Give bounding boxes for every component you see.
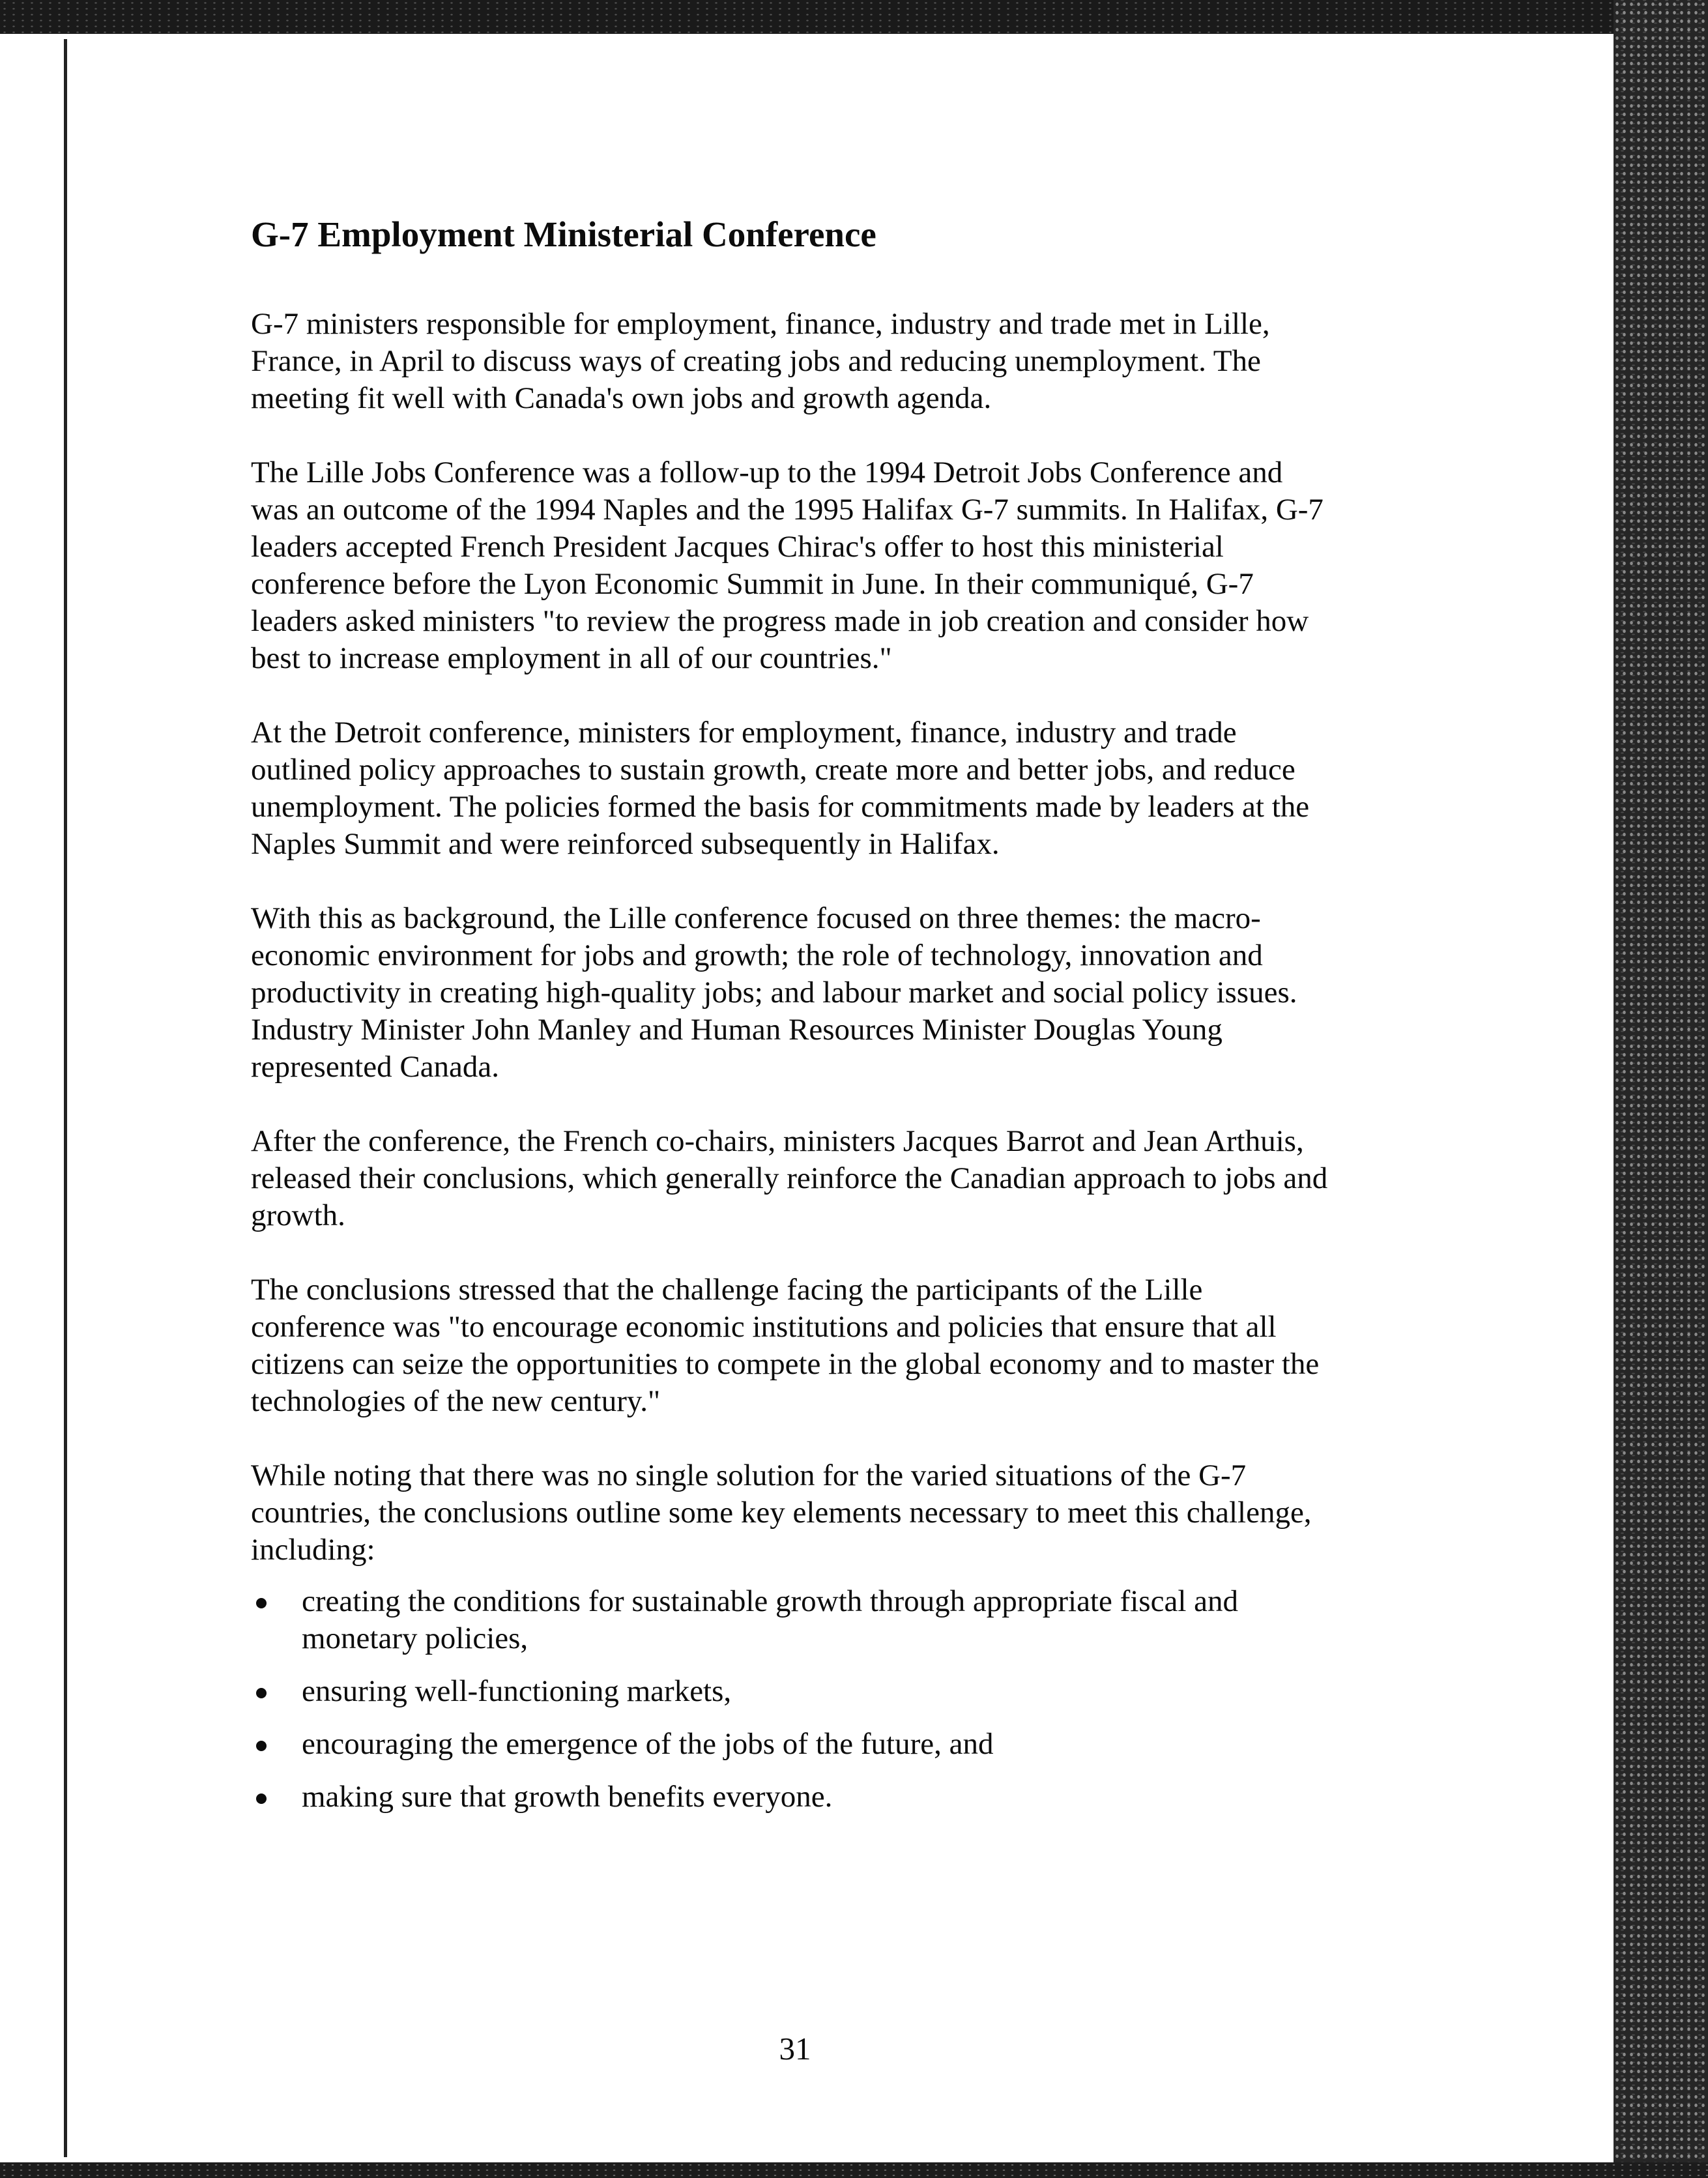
bullet-icon xyxy=(256,1793,267,1804)
list-item xyxy=(251,1583,1333,1657)
paragraph: At the Detroit conference, ministers for employment, finance, industry and trade outlined policy approaches to sustain growth, create more and better jobs, and reduce unemployment. The policies formed the basis for commitments made by leaders at the Naples Summit and were reinforced subsequently in Halifax. xyxy=(251,715,1310,861)
page-title: G-7 Employment Ministerial Conference xyxy=(251,214,876,254)
scan-border-bottom xyxy=(0,2162,1708,2178)
paragraph: The conclusions stressed that the challenge facing the participants of the Lille conference was "to encourage economic institutions and policies that ensure that all citizens can seize the opportunities to compete in the global economy and to master the technologies of the new century." xyxy=(251,1272,1320,1418)
list-item xyxy=(251,1726,1333,1763)
paragraph: The Lille Jobs Conference was a follow-up to the 1994 Detroit Jobs Conference and was an outcome of the 1994 Naples and the 1995 Halifax G-7 summits. In Halifax, G-7 leaders accepted French President Jacques Chirac's offer to host this ministerial conference before the Lyon Economic Summit in June. In their communiqué, G-7 leaders asked ministers "to review the progress made in job creation and consider how best to increase employment in all of our countries." xyxy=(251,455,1324,675)
page-content xyxy=(251,215,1333,1831)
paragraph: With this as background, the Lille conference focused on three themes: the macro-economic environment for jobs and growth; the role of technology, innovation and productivity in creating high-quality jobs; and labour market and social policy issues. Industry Minister John Manley and Human Resources Minister Douglas Young represented Canada. xyxy=(251,901,1297,1084)
bullet-list xyxy=(251,1583,1333,1816)
binding-rule xyxy=(64,39,67,2157)
list-item xyxy=(251,1673,1333,1710)
bullet-icon xyxy=(256,1688,267,1698)
bullet-icon xyxy=(256,1741,267,1751)
list-item xyxy=(251,1779,1333,1816)
paragraph: While noting that there was no single solution for the varied situations of the G-7 countries, the conclusions outline some key elements necessary to meet this challenge, including: xyxy=(251,1458,1312,1567)
page-number: 31 xyxy=(779,2031,811,2067)
scan-border-right xyxy=(1614,0,1708,2178)
list-item-text: encouraging the emergence of the jobs of the future, and xyxy=(302,1726,994,1761)
list-item-text: making sure that growth benefits everyone. xyxy=(302,1779,833,1814)
scan-border-top xyxy=(0,0,1708,34)
paragraph: After the conference, the French co-chairs, ministers Jacques Barrot and Jean Arthuis, released their conclusions, which generally reinforce the Canadian approach to jobs and growth. xyxy=(251,1124,1328,1232)
bullet-icon xyxy=(256,1598,267,1608)
list-item-text: ensuring well-functioning markets, xyxy=(302,1674,732,1708)
list-item-text: creating the conditions for sustainable growth through appropriate fiscal and monetary policies, xyxy=(302,1584,1238,1655)
paragraph: G-7 ministers responsible for employment, finance, industry and trade met in Lille, France, in April to discuss ways of creating jobs and reducing unemployment. The meeting fit well with Canada's own jobs and growth agenda. xyxy=(251,306,1270,415)
